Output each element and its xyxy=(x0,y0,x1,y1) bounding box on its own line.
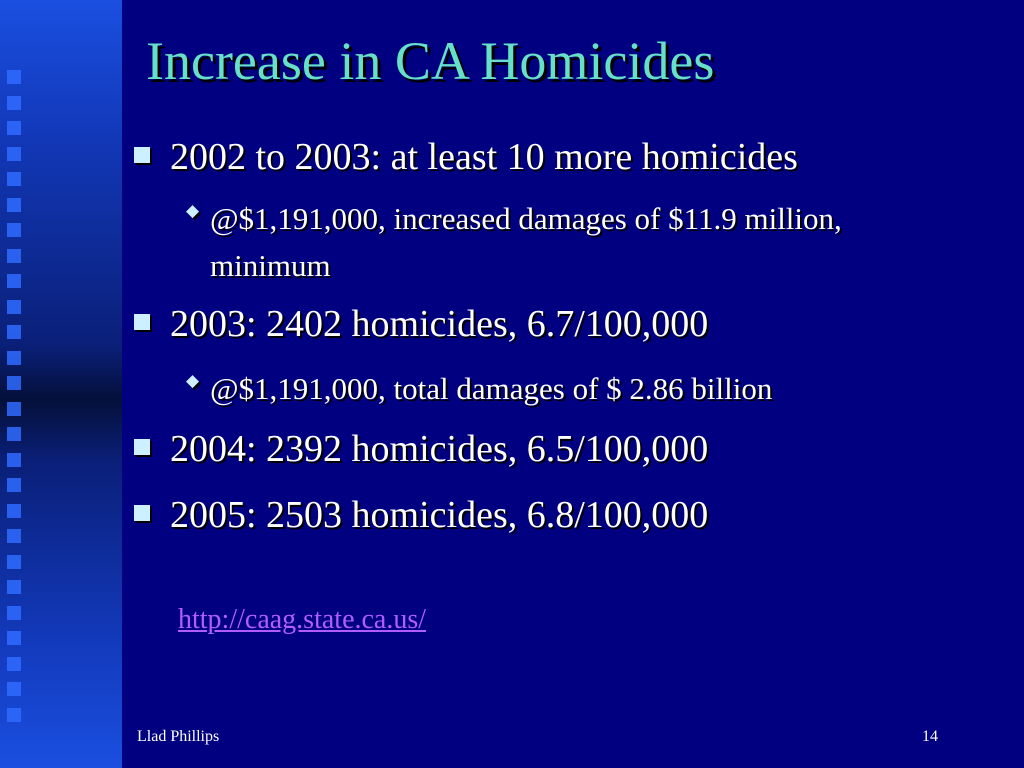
square-bullet-icon xyxy=(134,314,150,330)
decorative-square xyxy=(7,325,21,339)
bullet-text: 2005: 2503 homicides, 6.8/100,000 xyxy=(170,494,709,536)
sub-bullet-item xyxy=(186,366,910,413)
decorative-square xyxy=(7,70,21,84)
decorative-square xyxy=(7,274,21,288)
decorative-square xyxy=(7,223,21,237)
decorative-square xyxy=(7,606,21,620)
decorative-square xyxy=(7,555,21,569)
decorative-square xyxy=(7,504,21,518)
sub-bullet-text: @$1,191,000, increased damages of $11.9 million, minimum xyxy=(210,201,842,283)
bullet-text: 2003: 2402 homicides, 6.7/100,000 xyxy=(170,303,709,345)
decorative-square xyxy=(7,376,21,390)
decorative-square xyxy=(7,198,21,212)
decorative-square xyxy=(7,580,21,594)
decorative-square xyxy=(7,96,21,110)
decorative-square xyxy=(7,402,21,416)
left-decorative-strip xyxy=(0,0,122,768)
slide-title: Increase in CA Homicides xyxy=(146,31,715,91)
bullet-item xyxy=(134,430,708,468)
decorative-square xyxy=(7,172,21,186)
decorative-square xyxy=(7,682,21,696)
footer-author: Llad Phillips xyxy=(137,728,220,745)
diamond-bullet-icon: ◆ xyxy=(186,371,200,391)
decorative-square xyxy=(7,529,21,543)
decorative-square xyxy=(7,300,21,314)
square-bullet-icon xyxy=(134,439,150,455)
bullet-item xyxy=(134,496,708,534)
decorative-square xyxy=(7,427,21,441)
decorative-square xyxy=(7,657,21,671)
bullet-text: 2002 to 2003: at least 10 more homicides xyxy=(170,136,798,178)
bullet-text: 2004: 2392 homicides, 6.5/100,000 xyxy=(170,428,709,470)
decorative-square xyxy=(7,121,21,135)
decorative-square xyxy=(7,708,21,722)
bullet-item xyxy=(134,138,798,176)
decorative-square xyxy=(7,351,21,365)
sub-bullet-item xyxy=(186,196,910,289)
decorative-square xyxy=(7,453,21,467)
page-number: 14 xyxy=(922,728,938,745)
decorative-square xyxy=(7,478,21,492)
source-link[interactable]: http://caag.state.ca.us/ xyxy=(178,604,427,635)
decorative-square xyxy=(7,249,21,263)
bullet-item xyxy=(134,305,708,343)
square-bullet-icon xyxy=(134,147,150,163)
diamond-bullet-icon: ◆ xyxy=(186,201,200,221)
decorative-square xyxy=(7,631,21,645)
square-bullet-icon xyxy=(134,505,150,521)
decorative-square xyxy=(7,147,21,161)
square-pattern xyxy=(7,70,27,730)
sub-bullet-text: @$1,191,000, total damages of $ 2.86 billion xyxy=(210,371,773,406)
